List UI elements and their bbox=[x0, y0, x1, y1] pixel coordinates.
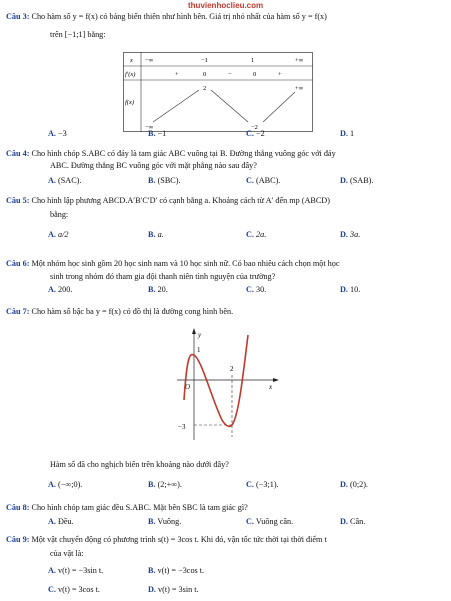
option-value: v(t) = 3sin t. bbox=[158, 585, 199, 594]
fp-sign: 0 bbox=[253, 71, 257, 78]
question-3 bbox=[6, 12, 327, 21]
option-value: 1 bbox=[350, 129, 355, 138]
question-label: Câu 4: bbox=[6, 149, 30, 158]
q5-option-c[interactable] bbox=[246, 230, 266, 239]
y-tick-bottom: −3 bbox=[178, 423, 186, 431]
option-key: B. bbox=[148, 566, 156, 575]
option-value: Đều. bbox=[58, 517, 74, 526]
x-val: −1 bbox=[201, 57, 208, 64]
f-label: f(x) bbox=[125, 99, 135, 106]
q7-option-c[interactable] bbox=[246, 480, 279, 489]
question-7-line2: Hàm số đã cho nghịch biến trên khoảng nào dưới đây? bbox=[50, 460, 229, 469]
y-axis-label: y bbox=[198, 331, 202, 339]
option-value: (−∞;0). bbox=[58, 480, 83, 489]
fp-sign: − bbox=[228, 71, 232, 78]
option-value: a. bbox=[157, 230, 164, 239]
option-key: A. bbox=[48, 176, 56, 185]
x-val: +∞ bbox=[295, 57, 304, 64]
variation-table bbox=[123, 52, 313, 132]
question-6 bbox=[6, 259, 340, 268]
f-val: −∞ bbox=[145, 124, 154, 131]
option-value: v(t) = −3sin t. bbox=[58, 566, 104, 575]
option-key: B. bbox=[148, 517, 156, 526]
arrow-up bbox=[263, 92, 295, 122]
q6-option-b[interactable] bbox=[148, 285, 168, 294]
q3-option-d[interactable] bbox=[340, 129, 354, 138]
question-label: Câu 9: bbox=[6, 535, 30, 544]
q5-option-a[interactable] bbox=[48, 230, 68, 239]
option-key: B. bbox=[148, 176, 156, 185]
option-key: D. bbox=[340, 480, 348, 489]
option-key: A. bbox=[48, 566, 56, 575]
option-value: 20. bbox=[157, 285, 168, 294]
question-text: Cho hàm số bậc ba y = f(x) có đồ thị là đường cong hình bên. bbox=[31, 307, 234, 316]
option-key: B. bbox=[148, 230, 156, 239]
q6-option-d[interactable] bbox=[340, 285, 360, 294]
option-value: Vuông cân. bbox=[255, 517, 294, 526]
option-value: 200. bbox=[58, 285, 73, 294]
option-key: B. bbox=[148, 285, 156, 294]
question-label: Câu 6: bbox=[6, 259, 30, 268]
option-value: (SAC). bbox=[58, 176, 82, 185]
question-5-line2: bằng: bbox=[50, 210, 69, 219]
option-key: C. bbox=[246, 517, 254, 526]
q5-option-d[interactable] bbox=[340, 230, 360, 239]
fp-sign: + bbox=[278, 71, 282, 78]
option-key: A. bbox=[48, 480, 56, 489]
question-text: Cho hình chóp S.ABC có đáy là tam giác ABC vuông tại B. Đường thẳng vuông góc với đáy bbox=[31, 149, 336, 158]
option-key: A. bbox=[48, 517, 56, 526]
option-key: D. bbox=[340, 176, 348, 185]
option-value: 30. bbox=[256, 285, 267, 294]
option-key: B. bbox=[148, 480, 156, 489]
option-key: C. bbox=[246, 176, 254, 185]
q4-option-a[interactable] bbox=[48, 176, 81, 185]
option-key: D. bbox=[340, 230, 348, 239]
option-value: −2 bbox=[256, 129, 265, 138]
option-value: −1 bbox=[157, 129, 167, 138]
f-val: 2 bbox=[203, 85, 207, 92]
q9-option-d[interactable] bbox=[148, 585, 199, 594]
question-label: Câu 3: bbox=[6, 12, 30, 21]
f-val: −2 bbox=[251, 124, 258, 131]
option-value: a/2 bbox=[58, 230, 69, 239]
x-val: 1 bbox=[251, 57, 255, 64]
option-key: A. bbox=[48, 129, 56, 138]
q7-option-d[interactable] bbox=[340, 480, 368, 489]
option-value: Vuông. bbox=[157, 517, 182, 526]
q7-option-b[interactable] bbox=[148, 480, 182, 489]
option-key: D. bbox=[148, 585, 156, 594]
question-6-line2: sinh trong nhóm đó tham gia đội thanh niên tình nguyện của trường? bbox=[50, 272, 276, 281]
question-4-line2: ABC. Đường thẳng BC vuông góc với mặt phẳng nào sau đây? bbox=[50, 161, 257, 170]
option-key: A. bbox=[48, 230, 56, 239]
x-axis-label: x bbox=[269, 383, 273, 391]
x-val: −∞ bbox=[145, 57, 154, 64]
question-7 bbox=[6, 307, 233, 316]
option-key: D. bbox=[340, 285, 348, 294]
option-value: Cân. bbox=[350, 517, 366, 526]
option-value: (2;+∞). bbox=[157, 480, 182, 489]
option-value: (SAB). bbox=[350, 176, 374, 185]
option-value: v(t) = −3cos t. bbox=[157, 566, 205, 575]
question-8 bbox=[6, 503, 248, 512]
question-text: Cho hàm số y = f(x) có bảng biến thiên như hình bên. Giá trị nhỏ nhất của hàm số y = f(x) bbox=[31, 12, 327, 21]
question-label: Câu 8: bbox=[6, 503, 30, 512]
question-text: Một vật chuyển động có phương trình s(t) = 3cos t. Khi đó, vận tốc tức thời tại thời điểm t bbox=[31, 535, 327, 544]
option-value: (0;2). bbox=[350, 480, 368, 489]
q5-option-b[interactable] bbox=[148, 230, 164, 239]
q3-option-a[interactable] bbox=[48, 129, 67, 138]
option-key: D. bbox=[340, 129, 348, 138]
option-value: (SBC). bbox=[157, 176, 181, 185]
y-axis-arrow bbox=[192, 328, 196, 334]
q6-option-a[interactable] bbox=[48, 285, 72, 294]
x-label: x bbox=[130, 57, 133, 64]
q8-option-a[interactable] bbox=[48, 517, 74, 526]
option-value: v(t) = 3cos t. bbox=[58, 585, 100, 594]
q3-option-c[interactable] bbox=[246, 129, 265, 138]
question-label: Câu 5: bbox=[6, 196, 30, 205]
question-label: Câu 7: bbox=[6, 307, 30, 316]
option-key: C. bbox=[246, 285, 254, 294]
x-tick: 2 bbox=[230, 365, 234, 373]
option-value: (ABC). bbox=[256, 176, 281, 185]
option-value: (−3;1). bbox=[256, 480, 279, 489]
arrow-down bbox=[211, 90, 248, 122]
q9-option-b[interactable] bbox=[148, 566, 204, 575]
watermark: thuvienhoclieu.com bbox=[188, 1, 264, 10]
option-value: −3 bbox=[58, 129, 67, 138]
q6-option-c[interactable] bbox=[246, 285, 266, 294]
q3-option-b[interactable] bbox=[148, 129, 166, 138]
question-text: Cho hình chóp tam giác đều S.ABC. Mặt bên SBC là tam giác gì? bbox=[31, 503, 248, 512]
question-9-line2: của vật là: bbox=[50, 549, 84, 558]
fp-label: f′(x) bbox=[125, 71, 136, 78]
question-5 bbox=[6, 196, 330, 205]
cubic-graph bbox=[172, 325, 282, 445]
question-text: Một nhóm học sinh gồm 20 học sinh nam và 10 học sinh nữ. Có bao nhiêu cách chọn một học bbox=[31, 259, 340, 268]
option-key: A. bbox=[48, 285, 56, 294]
q4-option-c[interactable] bbox=[246, 176, 280, 185]
fp-sign: 0 bbox=[203, 71, 207, 78]
q8-option-d[interactable] bbox=[340, 517, 365, 526]
option-key: C. bbox=[246, 129, 254, 138]
y-tick-top: 1 bbox=[197, 346, 201, 354]
option-value: 3a. bbox=[350, 230, 361, 239]
q8-option-b[interactable] bbox=[148, 517, 181, 526]
q8-option-c[interactable] bbox=[246, 517, 293, 526]
f-val: +∞ bbox=[295, 85, 304, 92]
fp-sign: + bbox=[175, 71, 179, 78]
question-3-line2: trên [−1;1] bằng: bbox=[50, 30, 106, 39]
option-value: 2a. bbox=[256, 230, 267, 239]
option-key: C. bbox=[246, 230, 254, 239]
option-key: D. bbox=[340, 517, 348, 526]
q9-option-c[interactable] bbox=[48, 585, 100, 594]
x-axis-arrow bbox=[273, 378, 279, 382]
q9-option-a[interactable] bbox=[48, 566, 103, 575]
arrow-up bbox=[153, 90, 199, 122]
option-key: C. bbox=[246, 480, 254, 489]
origin-label: O bbox=[185, 383, 191, 391]
q4-option-d[interactable] bbox=[340, 176, 373, 185]
question-text: Cho hình lập phương ABCD.A′B′C′D′ có cạnh bằng a. Khoảng cách từ A′ đến mp (ABCD) bbox=[31, 196, 330, 205]
q7-option-a[interactable] bbox=[48, 480, 82, 489]
question-4 bbox=[6, 149, 336, 158]
option-key: C. bbox=[48, 585, 56, 594]
cubic-curve bbox=[184, 335, 248, 426]
option-key: B. bbox=[148, 129, 156, 138]
q4-option-b[interactable] bbox=[148, 176, 181, 185]
option-value: 10. bbox=[350, 285, 361, 294]
question-9 bbox=[6, 535, 327, 544]
